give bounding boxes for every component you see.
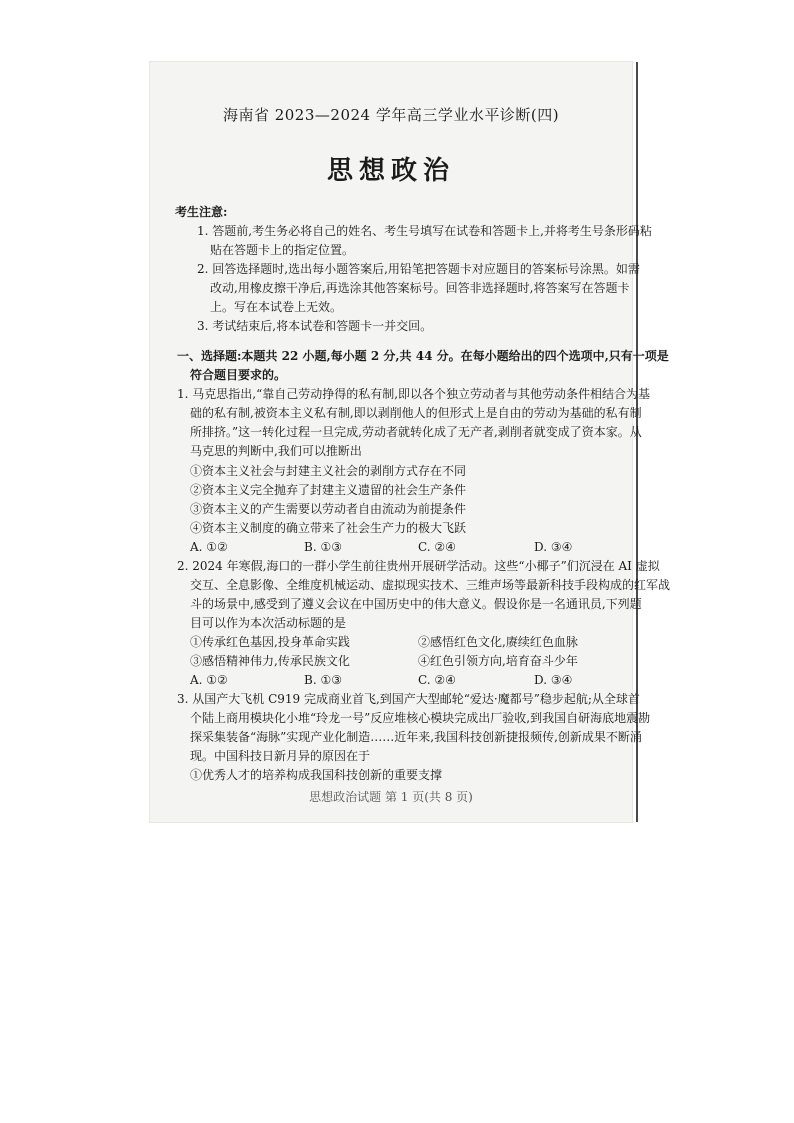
q2-option-b: B. ①③ bbox=[304, 673, 342, 687]
page-edge-shadow bbox=[636, 62, 638, 822]
q2-stem-line-3: 斗的场景中,感受到了遵义会议在中国历史中的伟大意义。假设你是一名通讯员,下列题 bbox=[190, 597, 642, 611]
notice-3-line-1: 3. 考试结束后,将本试卷和答题卡一并交回。 bbox=[197, 319, 433, 333]
notice-2-line-3: 上。写在本试卷上无效。 bbox=[210, 300, 343, 314]
notice-1-line-1: 1. 答题前,考生务必将自己的姓名、考生号填写在试卷和答题卡上,并将考生号条形码粘 bbox=[197, 224, 652, 238]
q1-stem-line-4: 马克思的判断中,我们可以推断出 bbox=[190, 444, 362, 458]
q1-stem-line-1: 1. 马克思指出,“靠自己劳动挣得的私有制,即以各个独立劳动者与其他劳动条件相结合为基 bbox=[177, 387, 651, 401]
notice-2-line-1: 2. 回答选择题时,选出每小题答案后,用铅笔把答题卡对应题目的答案标号涂黑。如需 bbox=[197, 262, 640, 276]
q3-item-1: ①优秀人才的培养构成我国科技创新的重要支撑 bbox=[190, 768, 443, 782]
q3-stem-line-3: 探采集装备“海脉”实现产业化制造……近年来,我国科技创新捷报频传,创新成果不断涌 bbox=[190, 730, 642, 744]
q3-stem-line-4: 现。中国科技日新月异的原因在于 bbox=[190, 749, 371, 763]
notice-1-line-2: 贴在答题卡上的指定位置。 bbox=[210, 243, 355, 257]
q2-item-2: ②感悟红色文化,赓续红色血脉 bbox=[418, 635, 578, 649]
q1-item-2: ②资本主义完全抛弃了封建主义遗留的社会生产条件 bbox=[190, 483, 467, 497]
q2-option-c: C. ②④ bbox=[418, 673, 456, 687]
notice-heading: 考生注意: bbox=[175, 205, 228, 219]
q1-option-d: D. ③④ bbox=[534, 540, 573, 554]
q1-item-3: ③资本主义的产生需要以劳动者自由流动为前提条件 bbox=[190, 502, 467, 516]
q2-option-a: A. ①② bbox=[190, 673, 228, 687]
section-heading-line-2: 符合题目要求的。 bbox=[190, 368, 287, 382]
section-heading-line-1: 一、选择题:本题共 22 小题,每小题 2 分,共 44 分。在每小题给出的四个选项中,只有一项是 bbox=[177, 349, 669, 363]
q1-stem-line-3: 所排挤。”这一转化过程一旦完成,劳动者就转化成了无产者,剥削者就变成了资本家。从 bbox=[190, 425, 642, 439]
q2-stem-line-2: 交互、全息影像、全维度机械运动、虚拟现实技术、三维声场等最新科技手段构成的红军战 bbox=[190, 578, 671, 592]
q3-stem-line-1: 3. 从国产大飞机 C919 完成商业首飞,到国产大型邮轮“爱达·魔都号”稳步起航;从全球首 bbox=[177, 692, 640, 706]
q1-stem-line-2: 础的私有制,被资本主义私有制,即以剥削他人的但形式上是自由的劳动为基础的私有制 bbox=[190, 406, 642, 420]
q1-option-a: A. ①② bbox=[190, 540, 228, 554]
exam-title: 海南省 2023—2024 学年高三学业水平诊断(四) bbox=[222, 106, 560, 124]
q2-item-4: ④红色引领方向,培育奋斗少年 bbox=[418, 654, 578, 668]
q2-item-1: ①传承红色基因,投身革命实践 bbox=[190, 635, 350, 649]
q2-stem-line-1: 2. 2024 年寒假,海口的一群小学生前往贵州开展研学活动。这些“小椰子”们沉浸在 AI 虚拟 bbox=[177, 559, 660, 573]
q1-option-b: B. ①③ bbox=[304, 540, 342, 554]
q1-option-c: C. ②④ bbox=[418, 540, 456, 554]
q1-item-4: ④资本主义制度的确立带来了社会生产力的极大飞跃 bbox=[190, 521, 467, 535]
q3-stem-line-2: 个陆上商用模块化小堆“玲龙一号”反应堆核心模块完成出厂验收,到我国自研海底地震勘 bbox=[190, 711, 651, 725]
q2-item-3: ③感悟精神伟力,传承民族文化 bbox=[190, 654, 350, 668]
q1-item-1: ①资本主义社会与封建主义社会的剥削方式存在不同 bbox=[190, 464, 467, 478]
subject-title: 思想政治 bbox=[326, 156, 455, 186]
q2-option-d: D. ③④ bbox=[534, 673, 573, 687]
notice-2-line-2: 改动,用橡皮擦干净后,再选涂其他答案标号。回答非选择题时,将答案写在答题卡 bbox=[210, 281, 630, 295]
page-footer: 思想政治试题 第 1 页(共 8 页) bbox=[309, 790, 473, 804]
q2-stem-line-4: 目可以作为本次活动标题的是 bbox=[190, 616, 347, 630]
